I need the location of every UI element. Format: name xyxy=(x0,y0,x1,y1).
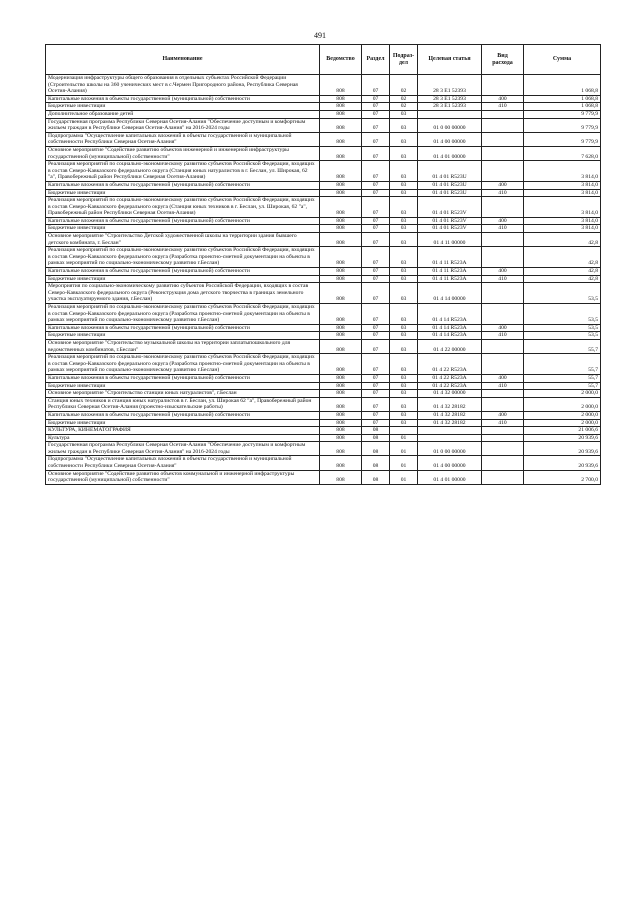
row-expense-type: 400 xyxy=(482,374,524,382)
row-target: 01 4 00 00000 xyxy=(418,456,482,470)
row-target: 01 4 14 R523A xyxy=(418,324,482,332)
row-dept: 808 xyxy=(320,161,362,182)
row-subsection: 03 xyxy=(390,217,418,225)
table-row xyxy=(46,304,601,325)
table-row xyxy=(46,390,601,398)
row-target: 01 4 22 R523A xyxy=(418,374,482,382)
row-subsection: 03 xyxy=(390,225,418,233)
row-expense-type: 410 xyxy=(482,419,524,427)
row-section: 07 xyxy=(362,225,390,233)
row-dept: 808 xyxy=(320,427,362,435)
row-subsection: 03 xyxy=(390,419,418,427)
row-target: 01 4 22 R523A xyxy=(418,354,482,375)
row-section: 07 xyxy=(362,146,390,160)
row-subsection: 03 xyxy=(390,382,418,390)
row-target: 01 4 32 28182 xyxy=(418,419,482,427)
row-section: 07 xyxy=(362,118,390,132)
row-name: КУЛЬТУРА, КИНЕМАТОГРАФИЯ xyxy=(46,427,320,435)
row-subsection: 02 xyxy=(390,95,418,103)
row-amount: 3 814,0 xyxy=(524,161,601,182)
row-name: Бюджетные инвестиции xyxy=(46,419,320,427)
row-name: Реализация мероприятий по социально-экономическому развитию субъектов Российской Федерации, входящих в состав Северо-Кавказского федерального округа (Разработка проектно-сметной документации на объекты в рамках мероприятий по социально-экономическому развитию г.Беслан) xyxy=(46,247,320,268)
row-amount: 3 814,0 xyxy=(524,217,601,225)
row-dept: 808 xyxy=(320,332,362,340)
row-dept: 808 xyxy=(320,75,362,96)
row-dept: 808 xyxy=(320,103,362,111)
row-section: 07 xyxy=(362,217,390,225)
row-name: Культура xyxy=(46,434,320,442)
row-section: 07 xyxy=(362,75,390,96)
budget-table xyxy=(45,44,601,485)
row-section: 07 xyxy=(362,390,390,398)
row-amount: 55,7 xyxy=(524,382,601,390)
table-row xyxy=(46,456,601,470)
row-expense-type: 410 xyxy=(482,189,524,197)
row-target: 01 4 01 00000 xyxy=(418,146,482,160)
row-section: 08 xyxy=(362,442,390,456)
row-name: Капитальные вложения в объекты государственной (муниципальной) собственности xyxy=(46,95,320,103)
row-name: Капитальные вложения в объекты государственной (муниципальной) собственности xyxy=(46,324,320,332)
row-target: 01 4 01 R523U xyxy=(418,189,482,197)
row-name: Реализация мероприятий по социально-экономическому развитию субъектов Российской Федерации, входящих в состав Северо-Кавказского федерального округа (Разработка проектно-сметной документации на объекты в рамках мероприятий по социально-экономическому развитию г.Беслан) xyxy=(46,304,320,325)
table-row xyxy=(46,411,601,419)
table-row xyxy=(46,95,601,103)
row-section: 07 xyxy=(362,283,390,304)
row-dept: 808 xyxy=(320,110,362,118)
row-amount: 2 000,0 xyxy=(524,397,601,411)
row-subsection: 03 xyxy=(390,132,418,146)
row-name: Государственная программа Республики Северная Осетия-Алания "Обеспечение доступным и комфортным жильем граждан в Республике Северная Осетия-Алания" на 2016-2024 годы xyxy=(46,442,320,456)
row-amount: 21 006,6 xyxy=(524,427,601,435)
row-subsection: 03 xyxy=(390,390,418,398)
row-subsection xyxy=(390,427,418,435)
row-target: 01 0 00 00000 xyxy=(418,442,482,456)
row-amount: 42,8 xyxy=(524,275,601,283)
row-expense-type xyxy=(482,442,524,456)
table-body xyxy=(46,75,601,485)
row-expense-type xyxy=(482,283,524,304)
row-amount: 53,5 xyxy=(524,324,601,332)
row-section: 07 xyxy=(362,275,390,283)
row-target: 01 4 01 R523V xyxy=(418,225,482,233)
row-target: 28 3 E1 52393 xyxy=(418,103,482,111)
row-dept: 808 xyxy=(320,470,362,484)
row-section: 07 xyxy=(362,268,390,276)
row-section: 07 xyxy=(362,181,390,189)
row-name: Капитальные вложения в объекты государственной (муниципальной) собственности xyxy=(46,374,320,382)
row-subsection: 03 xyxy=(390,233,418,247)
row-amount: 2 000,0 xyxy=(524,411,601,419)
row-section: 07 xyxy=(362,103,390,111)
row-expense-type xyxy=(482,197,524,218)
row-target: 01 4 11 R523A xyxy=(418,247,482,268)
table-row xyxy=(46,217,601,225)
table-row xyxy=(46,442,601,456)
row-amount: 3 814,0 xyxy=(524,181,601,189)
table-row xyxy=(46,324,601,332)
table-row xyxy=(46,434,601,442)
header-subsection: Подраз- дел xyxy=(390,45,418,75)
row-subsection: 03 xyxy=(390,304,418,325)
row-amount: 20 939,6 xyxy=(524,442,601,456)
row-name: Основное мероприятие "Строительство станции юных натуралистов", г.Беслан xyxy=(46,390,320,398)
row-target xyxy=(418,427,482,435)
row-dept: 808 xyxy=(320,275,362,283)
row-dept: 808 xyxy=(320,397,362,411)
table-row xyxy=(46,189,601,197)
table-row xyxy=(46,225,601,233)
row-target xyxy=(418,110,482,118)
row-dept: 808 xyxy=(320,382,362,390)
row-name: Мероприятия по социально-экономическому развитию субъектов Российской Федерации, входящих в состав Северо-Кавказского федерального округа (Реконструкция дома детского творчества в границах земельного участка эксплуатируемого здания, г.Беслан) xyxy=(46,283,320,304)
row-amount: 20 939,6 xyxy=(524,434,601,442)
page-number: 491 xyxy=(314,31,326,40)
row-subsection: 03 xyxy=(390,374,418,382)
table-row xyxy=(46,247,601,268)
row-section: 08 xyxy=(362,434,390,442)
row-subsection: 03 xyxy=(390,161,418,182)
row-section: 07 xyxy=(362,419,390,427)
row-subsection: 03 xyxy=(390,397,418,411)
row-expense-type xyxy=(482,390,524,398)
row-name: Бюджетные инвестиции xyxy=(46,225,320,233)
row-name: Капитальные вложения в объекты государственной (муниципальной) собственности xyxy=(46,268,320,276)
row-name: Капитальные вложения в объекты государственной (муниципальной) собственности xyxy=(46,181,320,189)
row-target: 01 4 14 R523A xyxy=(418,304,482,325)
table-row xyxy=(46,283,601,304)
row-name: Реализация мероприятий по социально-экономическому развитию субъектов Российской Федерации, входящих в состав Северо-Кавказского федерального округа (Станция юных техников в г. Беслан, ул. Широкая, 62 "а", Правобережный район Республики Северная Осетия-Алания) xyxy=(46,197,320,218)
row-expense-type: 400 xyxy=(482,217,524,225)
row-name: Реализация мероприятий по социально-экономическому развитию субъектов Российской Федерации, входящих в состав Северо-Кавказского федерального округа (Разработка проектно-сметной документации на объекты в рамках мероприятий по социально-экономическому развитию г.Беслан) xyxy=(46,354,320,375)
row-name: Модернизация инфраструктуры общего образования в отдельных субъектах Российской Федерации (Строительство школы на 360 ученических мест в с.Чермен Пригородного района, Республика Северная Осетия-Алания) xyxy=(46,75,320,96)
table-header-row xyxy=(46,45,601,75)
header-section: Раздел xyxy=(362,45,390,75)
row-dept: 808 xyxy=(320,374,362,382)
table-row xyxy=(46,397,601,411)
header-expense-type: Вид расхода xyxy=(482,45,524,75)
row-section: 07 xyxy=(362,411,390,419)
row-amount: 1 068,8 xyxy=(524,95,601,103)
row-expense-type xyxy=(482,233,524,247)
row-name: Основное мероприятие "Строительство Детской художественной школы на территории здания бывшего детского комбината, г. Беслан" xyxy=(46,233,320,247)
row-name: Основное мероприятие "Содействие развитию объектов инженерной и инженерной инфраструктуры государственной (муниципальной) собственности" xyxy=(46,146,320,160)
table-row xyxy=(46,354,601,375)
row-target: 01 4 11 R523A xyxy=(418,275,482,283)
row-expense-type xyxy=(482,434,524,442)
row-expense-type xyxy=(482,427,524,435)
row-dept: 808 xyxy=(320,95,362,103)
row-name: Станция юных техников и станция юных натуралистов в г. Беслан, ул. Широкая 62 "а", Правобережный район Республики Северная Осетия-Алания (проектно-изыскательские работы) xyxy=(46,397,320,411)
row-amount: 55,7 xyxy=(524,374,601,382)
row-expense-type xyxy=(482,118,524,132)
row-subsection: 03 xyxy=(390,275,418,283)
row-subsection: 03 xyxy=(390,354,418,375)
row-amount: 55,7 xyxy=(524,339,601,353)
row-subsection: 01 xyxy=(390,470,418,484)
row-expense-type: 410 xyxy=(482,103,524,111)
table-row xyxy=(46,382,601,390)
row-expense-type: 410 xyxy=(482,225,524,233)
row-subsection: 01 xyxy=(390,456,418,470)
row-section: 07 xyxy=(362,247,390,268)
row-expense-type: 400 xyxy=(482,95,524,103)
row-expense-type xyxy=(482,339,524,353)
row-amount: 3 814,0 xyxy=(524,197,601,218)
row-subsection: 01 xyxy=(390,442,418,456)
table-row xyxy=(46,374,601,382)
table-row xyxy=(46,161,601,182)
row-dept: 808 xyxy=(320,354,362,375)
table-row xyxy=(46,103,601,111)
row-amount: 1 068,8 xyxy=(524,103,601,111)
row-target: 01 4 32 00000 xyxy=(418,390,482,398)
row-expense-type xyxy=(482,456,524,470)
row-subsection: 03 xyxy=(390,247,418,268)
row-dept: 808 xyxy=(320,217,362,225)
row-expense-type xyxy=(482,247,524,268)
row-amount: 20 939,6 xyxy=(524,456,601,470)
row-section: 07 xyxy=(362,324,390,332)
row-section: 07 xyxy=(362,233,390,247)
row-expense-type: 400 xyxy=(482,411,524,419)
row-dept: 808 xyxy=(320,247,362,268)
row-expense-type xyxy=(482,470,524,484)
row-amount: 42,8 xyxy=(524,247,601,268)
row-amount: 53,5 xyxy=(524,283,601,304)
row-name: Капитальные вложения в объекты государственной (муниципальной) собственности xyxy=(46,411,320,419)
row-section: 07 xyxy=(362,132,390,146)
row-section: 07 xyxy=(362,332,390,340)
row-dept: 808 xyxy=(320,146,362,160)
row-amount: 53,5 xyxy=(524,304,601,325)
row-target: 01 4 32 28182 xyxy=(418,397,482,411)
row-dept: 808 xyxy=(320,419,362,427)
row-expense-type: 400 xyxy=(482,268,524,276)
row-target: 01 4 00 00000 xyxy=(418,132,482,146)
row-section: 07 xyxy=(362,339,390,353)
row-name: Бюджетные инвестиции xyxy=(46,275,320,283)
row-section: 07 xyxy=(362,354,390,375)
row-dept: 808 xyxy=(320,411,362,419)
row-target: 01 4 32 28182 xyxy=(418,411,482,419)
row-name: Бюджетные инвестиции xyxy=(46,103,320,111)
table-row xyxy=(46,419,601,427)
table-row xyxy=(46,110,601,118)
table-row xyxy=(46,268,601,276)
row-dept: 808 xyxy=(320,324,362,332)
row-section: 07 xyxy=(362,189,390,197)
row-amount: 9 779,9 xyxy=(524,118,601,132)
row-expense-type xyxy=(482,397,524,411)
row-section: 07 xyxy=(362,397,390,411)
row-amount: 9 779,9 xyxy=(524,110,601,118)
row-subsection: 03 xyxy=(390,332,418,340)
header-name: Наименование xyxy=(46,45,320,75)
row-target: 01 4 01 R523U xyxy=(418,161,482,182)
row-dept: 808 xyxy=(320,233,362,247)
table-row xyxy=(46,233,601,247)
row-name: Подпрограмма "Осуществление капитальных вложений в объекты государственной и муниципальной собственности Республики Северная Осетия-Алания" xyxy=(46,456,320,470)
table-row xyxy=(46,75,601,96)
row-target: 01 4 11 00000 xyxy=(418,233,482,247)
row-subsection: 03 xyxy=(390,411,418,419)
row-dept: 808 xyxy=(320,189,362,197)
table-row xyxy=(46,275,601,283)
row-subsection: 03 xyxy=(390,197,418,218)
row-expense-type xyxy=(482,354,524,375)
row-target: 01 4 11 R523A xyxy=(418,268,482,276)
row-name: Капитальные вложения в объекты государственной (муниципальной) собственности xyxy=(46,217,320,225)
row-target: 01 4 22 00000 xyxy=(418,339,482,353)
header-dept: Ведомство xyxy=(320,45,362,75)
row-dept: 808 xyxy=(320,390,362,398)
table-row xyxy=(46,132,601,146)
row-target: 01 4 01 R523V xyxy=(418,217,482,225)
row-amount: 42,8 xyxy=(524,268,601,276)
row-target: 01 4 14 R523A xyxy=(418,332,482,340)
row-expense-type xyxy=(482,304,524,325)
row-expense-type xyxy=(482,132,524,146)
row-subsection: 03 xyxy=(390,181,418,189)
row-amount: 2 000,0 xyxy=(524,419,601,427)
row-expense-type: 410 xyxy=(482,275,524,283)
row-dept: 808 xyxy=(320,118,362,132)
row-target: 01 0 00 00000 xyxy=(418,118,482,132)
row-target xyxy=(418,434,482,442)
row-name: Дополнительное образование детей xyxy=(46,110,320,118)
row-target: 01 4 01 00000 xyxy=(418,470,482,484)
row-section: 07 xyxy=(362,95,390,103)
row-subsection: 03 xyxy=(390,110,418,118)
table-row xyxy=(46,197,601,218)
row-section: 07 xyxy=(362,382,390,390)
table-row xyxy=(46,339,601,353)
row-section: 07 xyxy=(362,374,390,382)
row-subsection: 02 xyxy=(390,75,418,96)
row-dept: 808 xyxy=(320,283,362,304)
row-expense-type xyxy=(482,110,524,118)
row-subsection: 03 xyxy=(390,283,418,304)
header-amount: Сумма xyxy=(524,45,601,75)
row-target: 01 4 22 R523A xyxy=(418,382,482,390)
row-amount: 53,5 xyxy=(524,332,601,340)
row-dept: 808 xyxy=(320,339,362,353)
row-subsection: 03 xyxy=(390,324,418,332)
row-target: 28 3 E1 52393 xyxy=(418,75,482,96)
row-subsection: 03 xyxy=(390,268,418,276)
header-target: Целевая статья xyxy=(418,45,482,75)
table-row xyxy=(46,146,601,160)
row-amount: 9 779,9 xyxy=(524,132,601,146)
row-name: Основное мероприятие "Строительство музыкальной школы на территории заплатыпошкольного для ведомственных комбинатов, г.Беслан" xyxy=(46,339,320,353)
row-dept: 808 xyxy=(320,181,362,189)
row-amount: 3 814,0 xyxy=(524,225,601,233)
row-name: Подпрограмма "Осуществление капитальных вложений в объекты государственной и муниципальной собственности Республики Северная Осетия-Алания" xyxy=(46,132,320,146)
row-subsection: 03 xyxy=(390,189,418,197)
row-subsection: 01 xyxy=(390,434,418,442)
row-expense-type xyxy=(482,75,524,96)
row-name: Государственная программа Республики Северная Осетия-Алания "Обеспечение доступным и комфортным жильем граждан в Республике Северная Осетия-Алания" на 2016-2024 годы xyxy=(46,118,320,132)
row-dept: 808 xyxy=(320,434,362,442)
row-dept: 808 xyxy=(320,197,362,218)
row-section: 07 xyxy=(362,304,390,325)
row-section: 07 xyxy=(362,110,390,118)
row-dept: 808 xyxy=(320,304,362,325)
table-row xyxy=(46,470,601,484)
row-amount: 3 814,0 xyxy=(524,189,601,197)
row-amount: 1 068,8 xyxy=(524,75,601,96)
row-dept: 808 xyxy=(320,268,362,276)
row-dept: 808 xyxy=(320,456,362,470)
row-expense-type: 400 xyxy=(482,181,524,189)
table-row xyxy=(46,118,601,132)
row-dept: 808 xyxy=(320,225,362,233)
row-name: Бюджетные инвестиции xyxy=(46,382,320,390)
row-amount: 7 628,0 xyxy=(524,146,601,160)
row-section: 08 xyxy=(362,470,390,484)
row-amount: 2 700,0 xyxy=(524,470,601,484)
table-row xyxy=(46,427,601,435)
row-section: 08 xyxy=(362,456,390,470)
row-subsection: 02 xyxy=(390,103,418,111)
row-amount: 42,8 xyxy=(524,233,601,247)
row-dept: 808 xyxy=(320,442,362,456)
table-row xyxy=(46,332,601,340)
row-name: Бюджетные инвестиции xyxy=(46,332,320,340)
row-target: 01 4 01 R523V xyxy=(418,197,482,218)
row-subsection: 03 xyxy=(390,146,418,160)
row-section: 08 xyxy=(362,427,390,435)
row-expense-type: 410 xyxy=(482,382,524,390)
row-target: 01 4 14 00000 xyxy=(418,283,482,304)
row-amount: 2 000,0 xyxy=(524,390,601,398)
row-expense-type xyxy=(482,161,524,182)
row-section: 07 xyxy=(362,197,390,218)
row-expense-type: 400 xyxy=(482,324,524,332)
row-dept: 808 xyxy=(320,132,362,146)
row-subsection: 03 xyxy=(390,339,418,353)
row-target: 01 4 01 R523U xyxy=(418,181,482,189)
row-expense-type: 410 xyxy=(482,332,524,340)
row-name: Реализация мероприятий по социально-экономическому развитию субъектов Российской Федерации, входящих в состав Северо-Кавказского федерального округа (Станция юных натуралистов в г. Беслан, ул. Широкая, 62 "а", Правобережный район Республики Северная Осетия-Алания) xyxy=(46,161,320,182)
row-expense-type xyxy=(482,146,524,160)
row-amount: 55,7 xyxy=(524,354,601,375)
row-target: 28 3 E1 52393 xyxy=(418,95,482,103)
row-name: Бюджетные инвестиции xyxy=(46,189,320,197)
row-subsection: 03 xyxy=(390,118,418,132)
row-section: 07 xyxy=(362,161,390,182)
row-name: Основное мероприятие "Содействие развитию объектов коммунальной и инженерной инфраструктуры государственной (муниципальной) собственности" xyxy=(46,470,320,484)
table-row xyxy=(46,181,601,189)
